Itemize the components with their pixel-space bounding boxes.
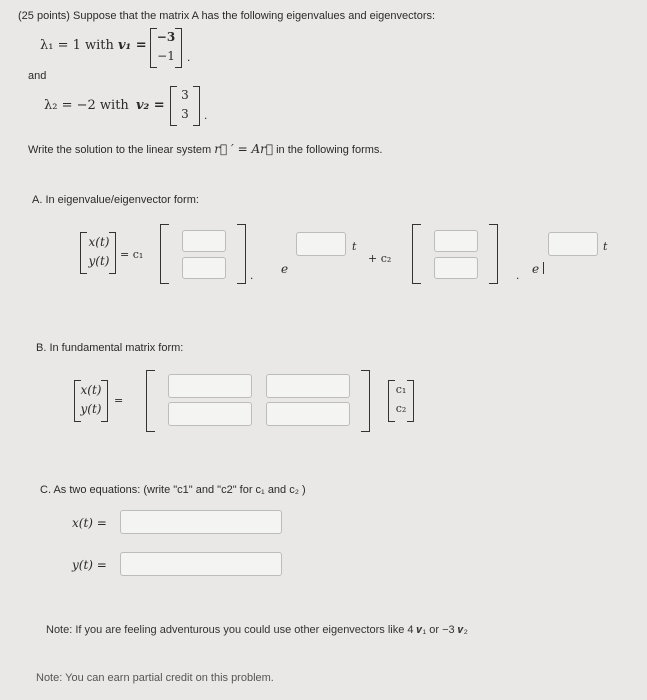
partA-e1: e [281,262,289,276]
lambda1-label: λ₁ = 1 with [40,38,114,53]
problem-intro: (25 points) Suppose that the matrix A has the following eigenvalues and eigenvectors: [18,10,436,22]
partA-vector2 [412,224,498,284]
partA-lhs-vector [80,232,116,274]
v1-label: 𝒗₁ = [118,38,147,53]
instruction-text: Write the solution to the linear system [28,144,212,156]
partA-t2: t [603,240,608,253]
partA-dot2: . [516,268,520,282]
partA-t1: t [352,240,357,253]
partA-e2: e [532,262,540,276]
v2-top: 3 [181,88,189,102]
partA-dot1: . [250,268,254,282]
partB-m11-input[interactable] [168,374,252,398]
v1-bottom: −1 [157,49,175,63]
partB-c-vector [388,380,414,422]
partA-eq-c1: = c₁ [120,248,144,261]
partB-c2: c₂ [395,402,407,415]
v1-period: . [187,50,191,64]
partB-fundamental-matrix [146,370,370,432]
partA-exponent1-input[interactable] [296,232,346,256]
v1-top: −3 [156,30,176,44]
lambda2-label: λ₂ = −2 with [44,98,129,113]
v2-label: 𝒗₂ = [136,98,165,113]
partC-x-label: x(t) = [72,516,107,530]
partA-v1-top-input[interactable] [182,230,226,252]
note-eigenvectors: Note: If you are feeling adventurous you could use other eigenvectors like 4 𝒗₁ or −3 𝒗₂ [46,624,468,636]
partA-y: y(t) [88,254,110,268]
partA-v2-bottom-input[interactable] [434,257,478,279]
instruction [28,142,383,156]
partC-x-input[interactable] [120,510,282,534]
partA-v2-top-input[interactable] [434,230,478,252]
v2-bottom: 3 [181,107,189,121]
partB-m22-input[interactable] [266,402,350,426]
partB-lhs-vector [74,380,108,422]
partA-vector1 [160,224,246,284]
partA-plus-c2: + c₂ [368,252,392,265]
partA-x: x(t) [88,235,110,249]
partA-v1-bottom-input[interactable] [182,257,226,279]
and-text: and [28,70,47,82]
partA-exponent2-input[interactable] [548,232,598,256]
partC-heading: C. As two equations: (write "c1" and "c2" for c₁ and c₂ ) [40,484,306,496]
partB-c1: c₁ [395,383,407,396]
partC-y-label: y(t) = [72,558,107,572]
system-equation: r⃗ ′ = Ar⃗ [214,142,274,156]
partB-eq: = [114,394,124,407]
instruction-end: in the following forms. [276,144,383,156]
partB-x: x(t) [80,383,102,397]
note-partial-credit: Note: You can earn partial credit on this problem. [36,672,274,684]
partB-y: y(t) [80,402,102,416]
partB-heading: B. In fundamental matrix form: [36,342,184,354]
partB-m12-input[interactable] [266,374,350,398]
partA-heading: A. In eigenvalue/eigenvector form: [32,194,199,206]
v1-vector [150,28,182,68]
partB-m21-input[interactable] [168,402,252,426]
v2-period: . [204,108,208,122]
v2-vector [170,86,200,126]
partC-y-input[interactable] [120,552,282,576]
text-cursor [543,262,544,274]
